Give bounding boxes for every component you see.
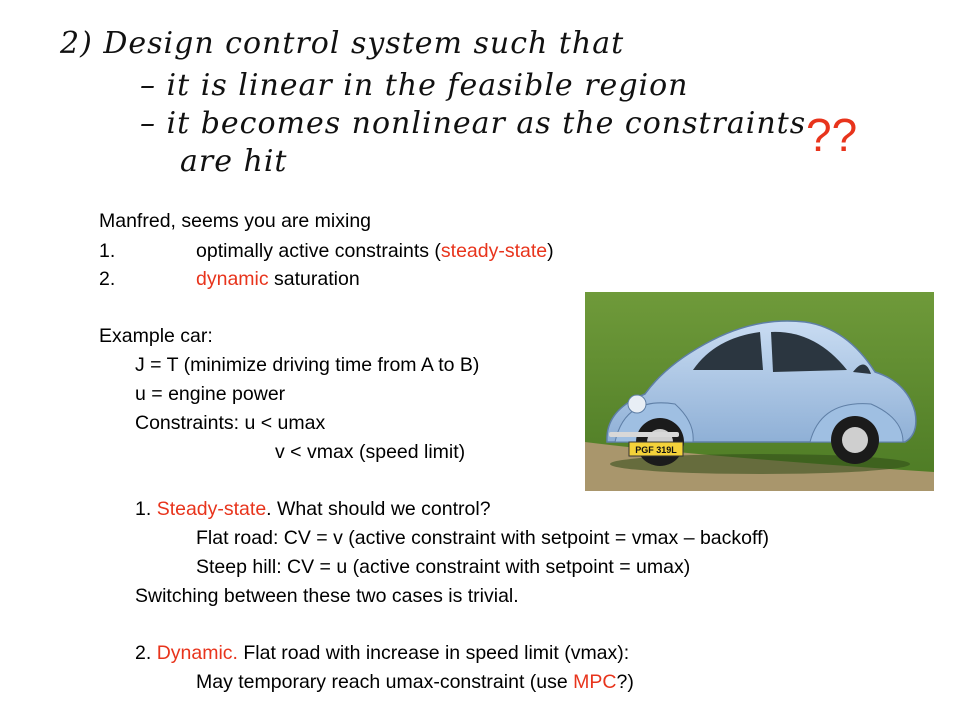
flat-road-line: Flat road: CV = v (active constraint with setpoint = vmax – backoff) xyxy=(196,527,769,549)
example-heading: Example car: xyxy=(99,325,213,347)
section-number: 2. xyxy=(135,642,157,664)
handwritten-line-1: 2) Design control system such that xyxy=(60,26,625,61)
list-item-2 xyxy=(99,268,360,290)
steep-hill-line: Steep hill: CV = u (active constraint with setpoint = umax) xyxy=(196,556,691,578)
section-text: Flat road with increase in speed limit (vmax): xyxy=(237,642,630,664)
item-text: saturation xyxy=(268,268,360,290)
handwritten-line-3: – it becomes nonlinear as the constraints xyxy=(140,106,807,141)
input-line: u = engine power xyxy=(135,383,286,405)
objective-line: J = T (minimize driving time from A to B) xyxy=(135,354,480,376)
license-plate: PGF 319L xyxy=(635,445,677,455)
switching-line: Switching between these two cases is trivial. xyxy=(135,585,519,607)
mpc-text: May temporary reach umax-constraint (use xyxy=(196,671,574,693)
highlight-steady-state: Steady-state xyxy=(156,498,267,520)
section-number: 1. xyxy=(135,498,157,520)
list-item-1 xyxy=(99,240,554,262)
mpc-text: ?) xyxy=(616,671,634,693)
question-marks: ?? xyxy=(806,109,858,161)
car-illustration xyxy=(585,292,934,491)
handwritten-line-4: are hit xyxy=(180,144,288,179)
highlight-dynamic: Dynamic. xyxy=(156,642,238,664)
steady-state-heading xyxy=(135,498,491,520)
list-number: 1. xyxy=(99,240,116,262)
highlight-mpc: MPC xyxy=(573,671,617,693)
speed-constraint-line: v < vmax (speed limit) xyxy=(275,441,466,463)
mpc-line xyxy=(196,671,634,693)
constraints-line: Constraints: u < umax xyxy=(135,412,326,434)
handwritten-line-2: – it is linear in the feasible region xyxy=(140,68,689,103)
car-photo xyxy=(585,292,934,491)
list-number: 2. xyxy=(99,268,116,290)
item-text: optimally active constraints ( xyxy=(196,240,441,262)
highlight-steady-state: steady-state xyxy=(440,240,548,262)
item-text: ) xyxy=(547,240,554,262)
intro-line: Manfred, seems you are mixing xyxy=(99,210,372,232)
section-text: . What should we control? xyxy=(266,498,491,520)
dynamic-heading xyxy=(135,642,629,664)
highlight-dynamic: dynamic xyxy=(196,268,269,290)
